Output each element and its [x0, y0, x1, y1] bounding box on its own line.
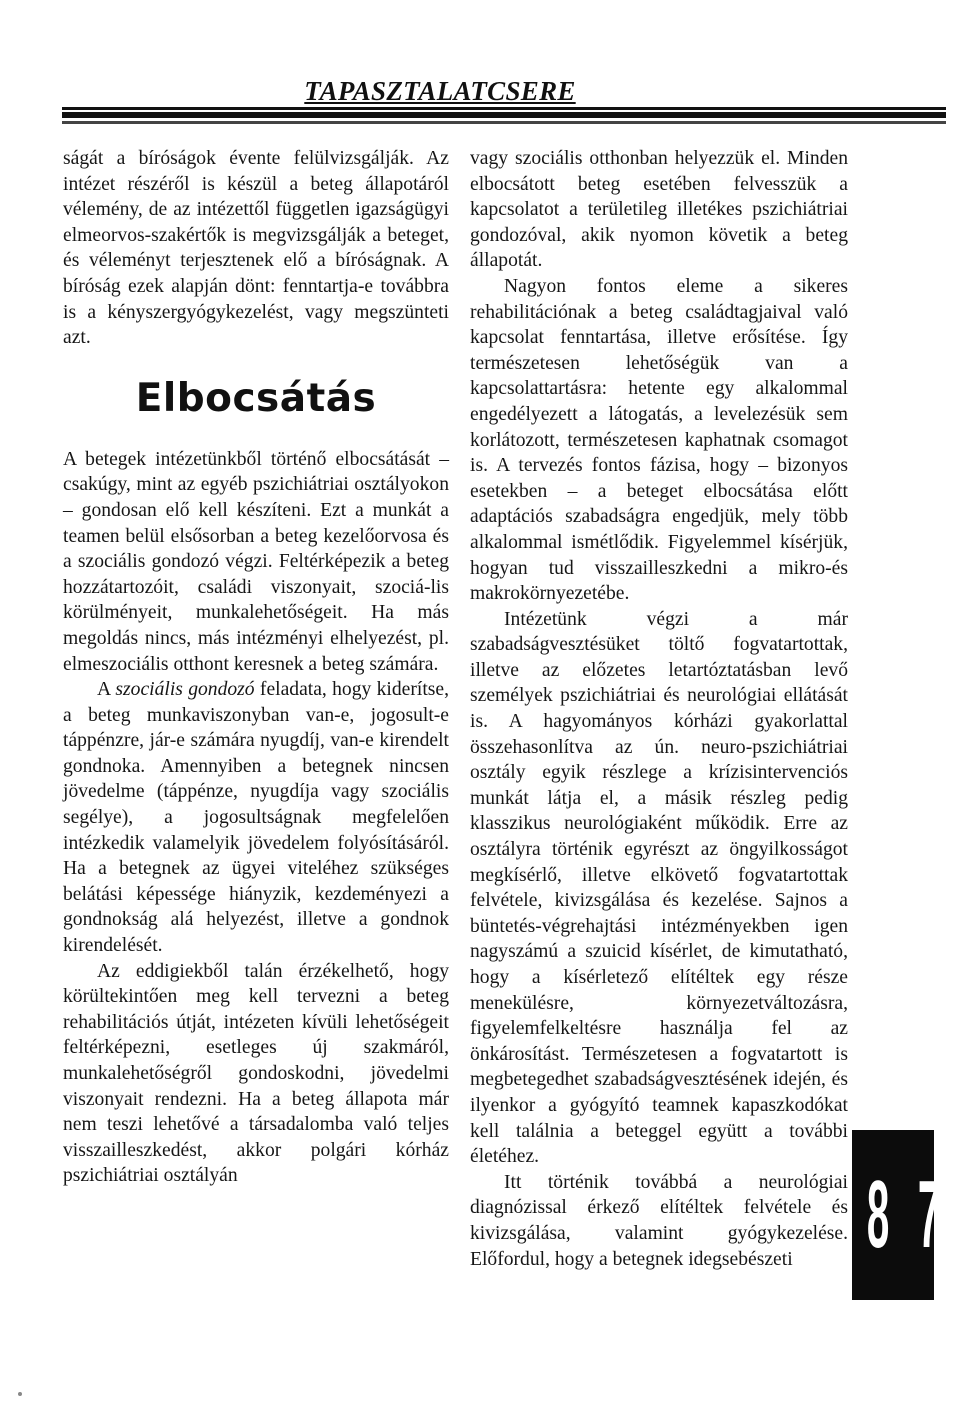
text-run: A [97, 679, 116, 701]
scan-artifact [18, 1392, 22, 1396]
paragraph: Intézetünk végzi a már szabadságvesztésüket töltő fogvatartottak, illetve az előzetes letartóztatásban levő személyek pszichiátriai és neurológiai ellátását is. A hagyományos kórházi gyakorlattal összehasonlítva az ún. neuro-pszichiátriai osztály egyik részlege a krízisintervenciós munkát látja el, a másik részleg pedig klasszikus neurológiaként működik. Erre az osztályra történik egyrészt az öngyilkosságot megkísérlő, illetve elkövető fogvatartottak felvétele, kivizsgálása és kezelése. Sajnos a büntetés-végrehajtási intézményekben igen nagyszámú a szuicid kísérlet, de kimutatható, hogy a kísérletező elítéltek egy része menekülésre, környezetváltozásra, figyelemfelkeltésre használja fel az önkárosítást. Természetesen a fogvatartott is megbetegedhet szabadságvesztésének idején, és ilyenkor a gyógyító teamnek kapaszkodókat kell találnia a beteggel együtt a további életéhez. [470, 608, 848, 1168]
emphasis-text: szociális gondozó [115, 679, 255, 701]
paragraph: Nagyon fontos eleme a sikeres rehabilitációnak a beteg családtagjaival való kapcsolat fenntartása, illetve erősítése. Így természetesen lehetőségük van a kapcsolattartásra: hetente egy alkalommal engedélyezett a látogatás, a levelezésük sem korlátozott, természetesen kaphatnak csomagot is. A tervezés fontos fázisa, hogy – bizonyos esetekben – a beteget elbocsátása előtt adaptációs szabadságra engedjük, mely több alkalommal ismétlődik. Figyelemmel kísérjük, hogyan tud visszailleszkedni a mikro-és makrokörnyezetébe. [470, 275, 848, 605]
paragraph: Az eddigiekből talán érzékelhető, hogy körültekintően meg kell tervezni a beteg rehabilitációs útját, intézeten kívüli lehetőségeit feltérképezni, esetleges új szakmáról, munkalehetőségről gondoskodni, jövedelmi viszonyait rendezni. Ha a beteg állapota már nem teszi lehetővé a társadalomba való teljes visszailleszkedést, akkor polgári kórház pszichiátriai osztályán [63, 960, 449, 1187]
header-rule-bottom [62, 121, 946, 124]
section-heading: Elbocsátás [135, 375, 377, 421]
paragraph: Itt történik továbbá a neurológiai diagnózissal érkező elítéltek felvétele és kivizsgálása, valamint gyógykezelése. Előfordul, hogy a betegnek idegsebészeti [470, 1171, 848, 1270]
paragraph: vagy szociális otthonban helyezzük el. Minden elbocsátott beteg esetében felvesszük a kapcsolatot a területileg illetékes pszichiátriai gondozóval, akik nyomon követik a beteg állapotát. [470, 148, 848, 272]
page-number-digit: 7 [918, 1161, 940, 1268]
right-column [470, 146, 848, 1272]
page-number-tab [852, 1130, 940, 1300]
paragraph [63, 677, 449, 959]
paragraph: A betegek intézetünkből történő elbocsátását – csakúgy, mint az egyéb pszichiátriai osztályokon – gondosan elő kell készíteni. Ezt a munkát a teamen belül elsősorban a beteg kezelőorvosa és a szociális gondozó végzi. Feltérképezik a beteg hozzátartozóit, családi viszonyait, szociá-lis körülményeit, munkalehetőségeit. Ha más megoldás nincs, más intézményi elhelyezést, pl. elmeszociális otthont keresnek a beteg számára. [63, 448, 449, 675]
header-rule-top [62, 107, 946, 110]
text-run: feladata, hogy kiderítse, a beteg munkaviszonyban van-e, jogosult-e táppénzre, jár-e számára nyugdíj, van-e kirendelt gondnoka. Amennyiben a betegnek nincsen jövedelme (táppénze, nyugdíja vagy szociális segélye), a jogosultságnak megfelelően intézkedik valamelyik jövedelem folyósításáról. Ha a betegnek az ügyei viteléhez szükséges belátási képessége hiányzik, kezdeményezi a gondnokság alá helyezést, illetve a gondnok kirendelését. [63, 679, 449, 957]
left-column [63, 146, 449, 1189]
header-rule-thick [62, 112, 946, 118]
page-number-digit: 8 [866, 1161, 889, 1268]
header-title: TAPASZTALATCSERE [304, 76, 576, 106]
paragraph: ságát a bíróságok évente felülvizsgálják. Az intézet részéről is készül a beteg állapotáról vélemény, de az intézettől független igazságügyi elmeorvos-szakértők is megvizsgálják a beteget, és véleményt terjesztenek elő a bíróságnak. A bíróság ezek alapján dönt: fenntartja-e továbbra is a kényszergyógykezelést, vagy megszünteti azt. [63, 148, 449, 349]
